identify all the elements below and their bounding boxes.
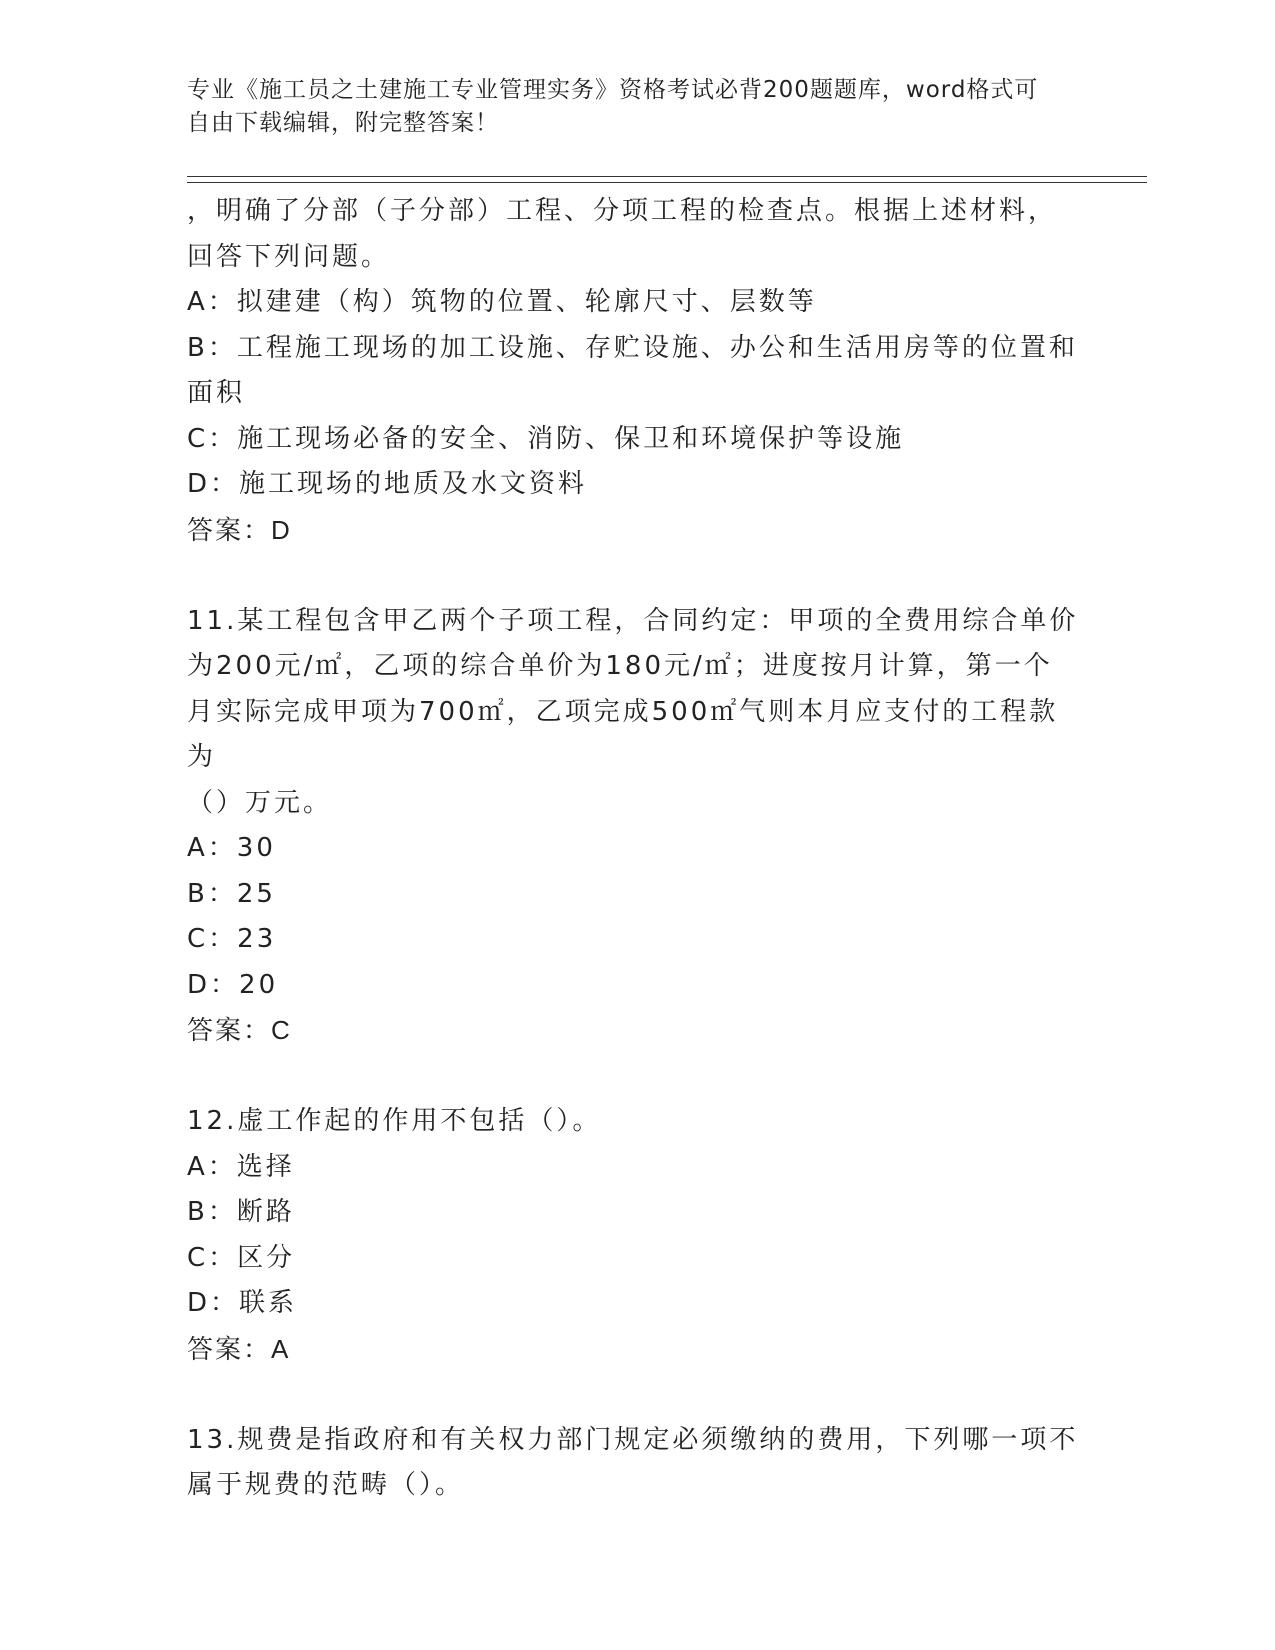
document-header xyxy=(187,74,1067,140)
answer-line: 答案：C xyxy=(187,1015,292,1045)
question-stem-line: 为200元/㎡，乙项的综合单价为180元/㎡；进度按月计算，第一个 xyxy=(187,651,1053,681)
question-11 xyxy=(187,599,1087,1054)
option-a: A：拟建建（构）筑物的位置、轮廓尺寸、层数等 xyxy=(187,287,817,317)
question-spacer xyxy=(187,1054,1087,1100)
question-stem-line: 13.规费是指政府和有关权力部门规定必须缴纳的费用，下列哪一项不 xyxy=(187,1424,1079,1455)
question-spacer xyxy=(187,1372,1087,1418)
question-stem-line: 12.虚工作起的作用不包括（）。 xyxy=(187,1106,602,1136)
question-10 xyxy=(187,189,1087,553)
option-c: C：施工现场必备的安全、消防、保卫和环境保护等设施 xyxy=(187,423,905,454)
header-divider-top xyxy=(187,176,1147,177)
option-c: C：23 xyxy=(187,924,277,954)
question-content xyxy=(187,189,1087,1509)
answer-line: 答案：A xyxy=(187,1333,291,1364)
question-stem-line: （）万元。 xyxy=(187,787,333,818)
question-stem-line: 属于规费的范畴（）。 xyxy=(187,1470,465,1500)
header-title-line-2: 自由下载编辑，附完整答案！ xyxy=(187,110,499,136)
answer-line: 答案：D xyxy=(187,514,292,545)
option-b: B：25 xyxy=(187,878,276,909)
option-a: A：选择 xyxy=(187,1151,295,1182)
option-b-continued: 面积 xyxy=(187,378,246,408)
question-spacer xyxy=(187,553,1087,599)
option-d: D：20 xyxy=(187,969,279,1000)
option-d: D：联系 xyxy=(187,1288,298,1318)
question-12 xyxy=(187,1099,1087,1372)
question-stem-line: ，明确了分部（子分部）工程、分项工程的检查点。根据上述材料， xyxy=(187,196,1058,226)
option-d: D：施工现场的地质及水文资料 xyxy=(187,469,588,499)
question-13 xyxy=(187,1418,1087,1509)
question-stem-line: 回答下列问题。 xyxy=(187,241,391,272)
option-b: B：断路 xyxy=(187,1197,295,1227)
question-stem-line: 11.某工程包含甲乙两个子项工程，合同约定：甲项的全费用综合单价 xyxy=(187,605,1079,636)
header-divider-bottom xyxy=(187,182,1147,183)
question-stem-line: 月实际完成甲项为700㎡，乙项完成500㎡气则本月应支付的工程款为 xyxy=(187,696,1059,772)
option-a: A：30 xyxy=(187,833,276,863)
header-title-line-1: 专业《施工员之土建施工专业管理实务》资格考试必背200题题库，word格式可 xyxy=(187,77,1039,103)
option-b: B：工程施工现场的加工设施、存贮设施、办公和生活用房等的位置和 xyxy=(187,332,1078,363)
option-c: C：区分 xyxy=(187,1242,296,1273)
